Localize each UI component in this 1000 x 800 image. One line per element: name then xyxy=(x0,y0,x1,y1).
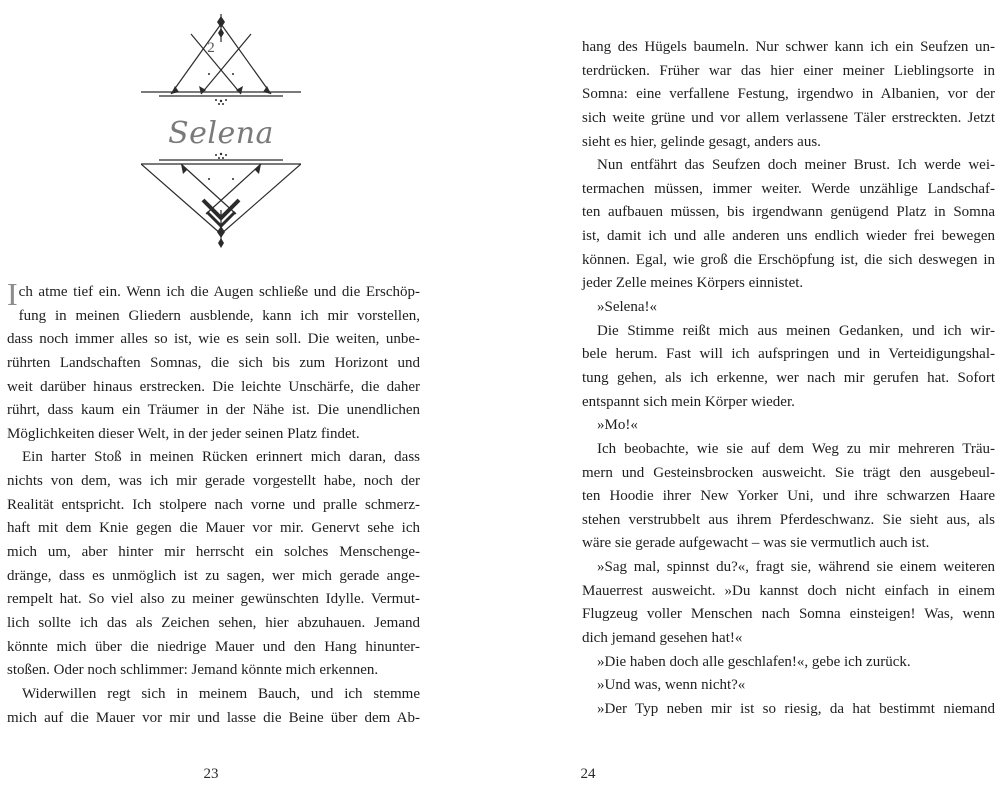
text-line: Möglichkeiten dieser Welt, in der jeder seinen Platz findet. xyxy=(7,425,360,442)
text-line: könnte mich über die niedrige Mauer und den Hang hinunter- xyxy=(7,638,420,655)
text-line: Somna: eine verfallene Festung, irgendwo in Albanien, vor der xyxy=(582,86,995,103)
text-line: jeder Zelle meines Körpers einnistet. xyxy=(582,275,804,292)
text-line: »Selena!« xyxy=(597,299,657,316)
text-line: Realität entspricht. Ich stolpere nach vorne und pralle schmerz- xyxy=(7,496,420,513)
text-line: stehen verstrubbelt aus ihrem Pferdeschwanz. Sie sieht aus, als xyxy=(582,511,995,528)
text-line: termachen müssen, immer weiter. Werde unzählige Landschaf- xyxy=(582,180,995,197)
text-line: ist, damit ich und alle anderen uns endlich wieder frei bewegen xyxy=(582,228,995,245)
page-number: 23 xyxy=(203,766,219,782)
text-line: rührten Landschaften Somnas, die sich bis zum Horizont und xyxy=(7,354,420,371)
text-line: Mauerrest ausweicht. »Du kannst doch nicht einfach in einem xyxy=(582,582,995,599)
text-line: »Die haben doch alle geschlafen!«, gebe ich zurück. xyxy=(597,653,911,670)
text-line: können. Egal, wie groß die Erschöpfung ist, die sich deswegen in xyxy=(582,251,995,268)
text-line: Ich beobachte, wie sie auf dem Weg zu mir mehreren Träu- xyxy=(597,440,995,457)
text-line: dränge, dass es unmöglich ist zu sagen, wer mich gerade ange- xyxy=(7,567,420,584)
text-line: Ein harter Stoß in meinen Rücken erinnert mich daran, dass xyxy=(22,449,420,466)
chapter-number: 2 xyxy=(207,40,215,56)
text-line: »Sag mal, spinnst du?«, fragt sie, während sie einem weiteren xyxy=(597,559,995,576)
text-line: mich auf die Mauer vor mir und lasse die Beine über dem Ab- xyxy=(7,709,420,726)
text-line: sich weite grüne und vor allem verlassene Täler erstreckten. Jetzt xyxy=(582,109,995,126)
text-line: weit darüber hinaus erstrecken. Die leichte Unschärfe, die daher xyxy=(7,378,420,395)
text-line: Die Stimme reißt mich aus meinen Gedanken, und ich wir- xyxy=(597,322,995,339)
text-line: dass noch immer alles so ist, wie es sein soll. Die weiten, unbe- xyxy=(7,331,420,348)
text-line: nichts von dem, was ich mir gerade vorgestellt habe, noch der xyxy=(7,473,420,490)
text-line: entspannt sich mein Körper wieder. xyxy=(582,393,795,410)
text-line: dich jemand gesehen hat!« xyxy=(582,630,743,647)
text-line: ten aufbauen müssen, bis irgendwann genügend Platz in Somna xyxy=(582,204,995,221)
text-line: bele herum. Fast will ich aufspringen und in Verteidigungshal- xyxy=(582,346,995,363)
text-line: rührt, dass kaum ein Träumer in der Nähe ist. Die unendlichen xyxy=(7,402,420,419)
text-line: Flugzeug voller Menschen nach Somna einsteigen! Was, wenn xyxy=(582,606,995,623)
text-line: »Mo!« xyxy=(597,417,638,434)
text-line: fung in meinen Gliedern ausblende, kann ich mir vorstellen, xyxy=(18,307,420,324)
text-line: ten Hoodie ihrer New Yorker Uni, und ihre schwarzen Haare xyxy=(582,488,995,505)
text-line: rempelt hat. So viel also zu meiner gewünschten Idylle. Vermut- xyxy=(7,591,420,608)
text-line: terdrücken. Früher war das hier einer meiner Lieblingsorte in xyxy=(582,62,995,79)
text-line: mern und Gesteinsbrocken ausweicht. Sie trägt den ausgebeul- xyxy=(582,464,995,481)
text-line: sieht es hier, gelinde gesagt, anders aus. xyxy=(582,133,821,150)
text-line: Nun entfährt das Seufzen doch meiner Brust. Ich werde wei- xyxy=(597,157,995,174)
text-line: stoßen. Oder noch schlimmer: Jemand könnte mich erkennen. xyxy=(7,662,379,679)
page-number: 24 xyxy=(580,766,596,782)
text-line: »Und was, wenn nicht?« xyxy=(597,677,746,694)
right-text-column xyxy=(582,36,995,722)
text-line: lich sollte ich das als Zeichen sehen, hier abzuhauen. Jemand xyxy=(7,614,420,631)
text-line: »Der Typ neben mir ist so riesig, da hat bestimmt niemand xyxy=(597,700,995,717)
text-line: mich um, aber hinter mir herrscht ein solches Menschenge- xyxy=(7,544,420,561)
text-line: tung gehen, als ich erkenne, wer nach mir gerufen hat. Sofort xyxy=(582,369,995,386)
text-line: hang des Hügels baumeln. Nur schwer kann ich ein Seufzen un- xyxy=(582,39,995,55)
left-text-column xyxy=(7,276,420,730)
text-line: wäre sie gerade aufgewacht – was sie vermutlich auch ist. xyxy=(582,535,930,552)
right-page xyxy=(500,0,1000,800)
chapter-title: Selena xyxy=(168,116,274,151)
text-line: Widerwillen regt sich in meinem Bauch, und ich stemme xyxy=(22,685,420,702)
drop-cap: I xyxy=(7,276,18,312)
text-line: haft mit dem Knie gegen die Mauer vor mir. Genervt sehe ich xyxy=(7,520,420,537)
text-line: ch atme tief ein. Wenn ich die Augen schließe und die Erschöp- xyxy=(18,284,420,300)
